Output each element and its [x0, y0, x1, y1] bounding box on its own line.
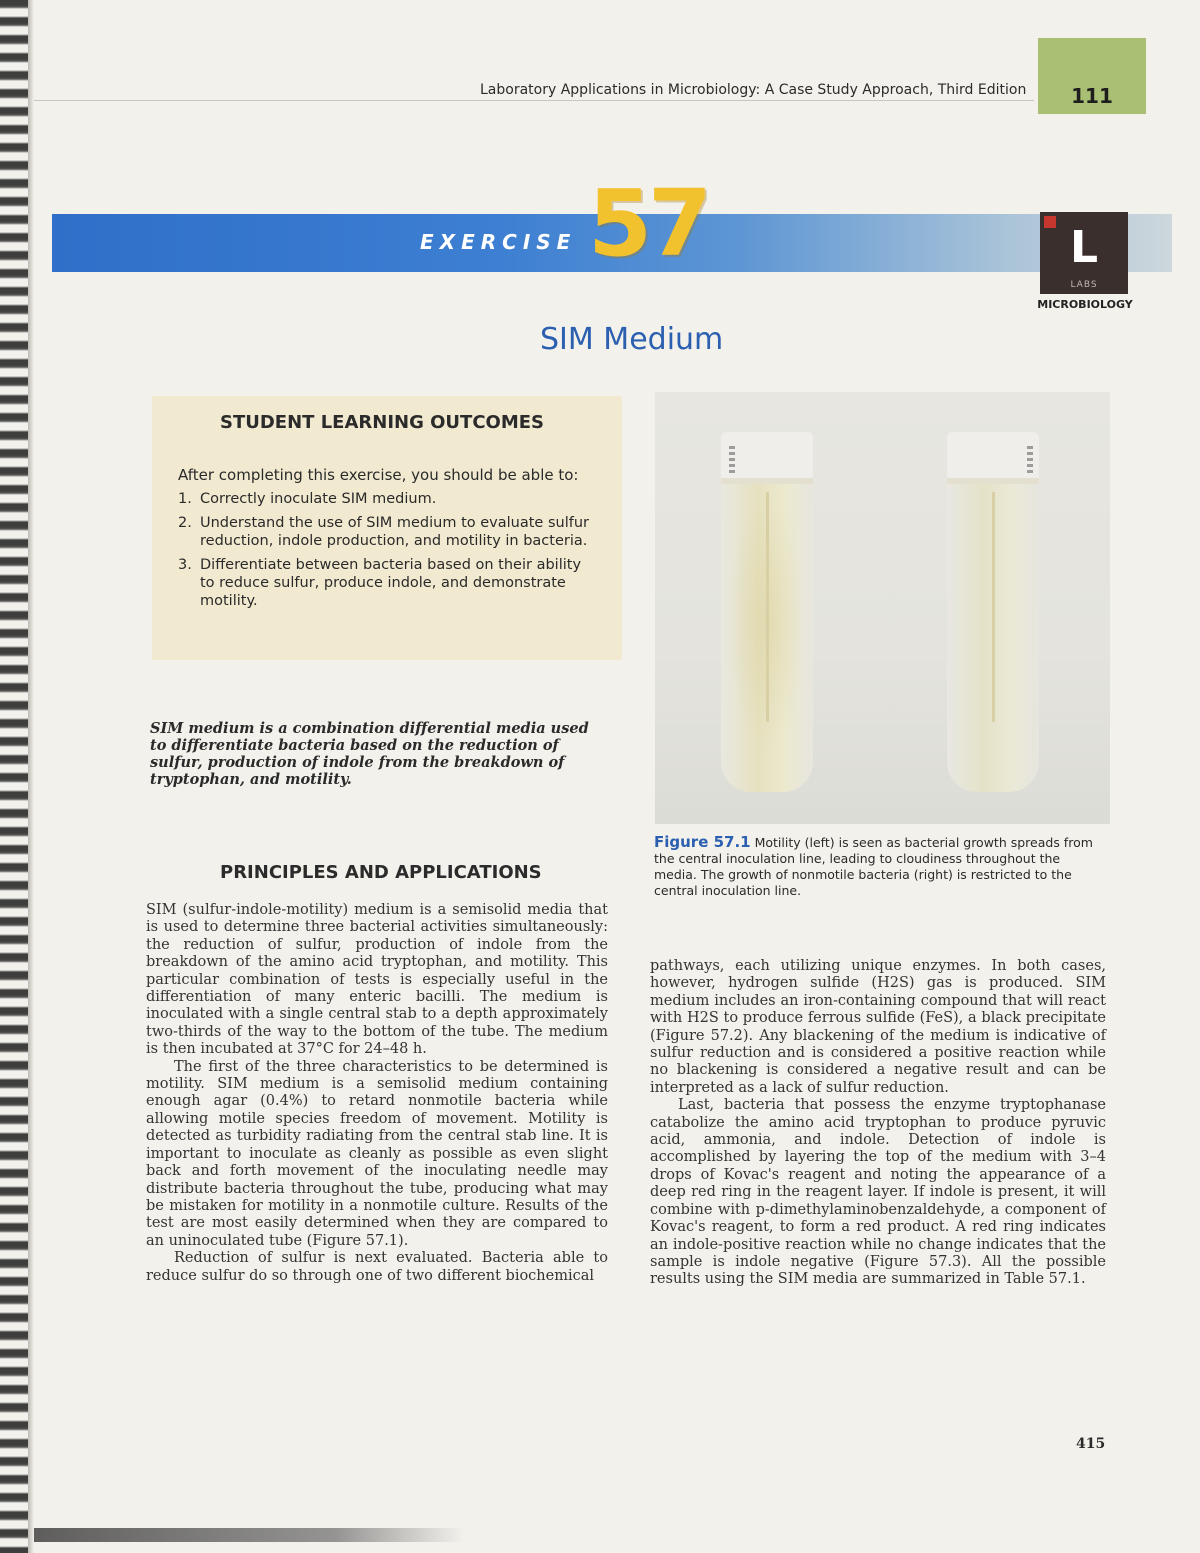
page-tab — [1038, 38, 1146, 114]
figure-caption — [654, 834, 1104, 899]
paragraph: Last, bacteria that possess the enzyme tryptophanase catabolize the amino acid tryptophan to produce pyruvic acid, ammonia, and indole. Detection of indole is accomplished by layering the top of the medium with 3–4 drops of Kovac's reagent and noting the appearance of a deep red ring in the reagent layer. If indole is present, it will combine with p-dimethylaminobenzaldehyde, a component of Kovac's reagent, to form a red product. A red ring indicates an indole-positive reaction while no change indicates that the sample is indole negative (Figure 57.3). All the possible results using the SIM media are summarized in Table 57.1. — [650, 1097, 1106, 1288]
paragraph: The first of the three characteristics to be determined is motility. SIM medium is a semisolid medium containing enough agar (0.4%) to retard nonmotile bacteria while allowing motile species freedom of movement. Motility is detected as turbidity radiating from the central stab line. It is important to inoculate as cleanly as possible as even slight back and forth movement of the inoculating needle may distribute bacteria throughout the tube, producing what may be mistaken for motility in a nonmotile culture. Results of the test are most easily determined when they are compared to an uninoculated tube (Figure 57.1). — [146, 1058, 608, 1249]
list-item: 2. Understand the use of SIM medium to evaluate sulfur reduction, indole production, and motility in bacteria. — [178, 515, 589, 549]
page-title: SIM Medium — [540, 322, 724, 357]
figure-label: Figure 57.1 — [654, 833, 751, 851]
outcomes-intro: After completing this exercise, you should be able to: — [178, 466, 579, 484]
binding-shadow — [28, 0, 34, 1553]
exercise-number: 57 — [588, 170, 709, 277]
exercise-label: EXERCISE — [420, 230, 577, 254]
figure-caption-text: Motility (left) is seen as bacterial growth spreads from the central inoculation line, leading to cloudiness throughout the media. The growth of nonmotile bacteria (right) is restricted to the central inoculation line. — [654, 835, 1093, 898]
logo-caption: MICROBIOLOGY — [1037, 298, 1133, 311]
logo-small-text: LABS — [1070, 280, 1098, 290]
paragraph: Reduction of sulfur is next evaluated. Bacteria able to reduce sulfur do so through one of two different biochemical — [146, 1250, 608, 1284]
figure-photo — [655, 392, 1110, 824]
left-column — [146, 902, 608, 1285]
summary-statement: SIM medium is a combination differential media used to differentiate bacteria based on the reduction of sulfur, production of indole from the breakdown of tryptophan, and motility. — [150, 720, 589, 788]
tube-label-mark — [729, 446, 735, 476]
list-item: 3. Differentiate between bacteria based on their ability to reduce sulfur, produce indole, and demonstrate motility. — [178, 557, 582, 609]
page-number: 415 — [1076, 1436, 1106, 1452]
logo-letter: L — [1069, 222, 1099, 273]
paragraph: SIM (sulfur-indole-motility) medium is a semisolid media that is used to determine three bacterial activities simultaneously: the reduction of sulfur, production of indole from the breakdown of the amino acid tryptophan, and motility. This particular combination of tests is especially useful in the differentiation of many enteric bacilli. The medium is inoculated with a single central stab to a depth approximately two-thirds of the way to the bottom of the tube. The medium is then incubated at 37°C for 24–48 h. — [146, 902, 608, 1058]
page-tab-number: 111 — [1071, 84, 1113, 108]
nonmotile-tube — [947, 432, 1039, 792]
principles-heading: PRINCIPLES AND APPLICATIONS — [220, 862, 542, 883]
spiral-binding — [0, 0, 28, 1553]
running-header: Laboratory Applications in Microbiology: A Case Study Approach, Third Edition — [480, 82, 1027, 98]
right-column — [650, 958, 1106, 1289]
list-item: 1. Correctly inoculate SIM medium. — [178, 491, 437, 507]
scan-edge-shadow — [34, 1528, 464, 1542]
outcomes-list — [178, 490, 598, 616]
paragraph: pathways, each utilizing unique enzymes. In both cases, however, hydrogen sulfide (H2S) gas is produced. SIM medium includes an iron-containing compound that will react with H2S to produce ferrous sulfide (FeS), a black precipitate (Figure 57.2). Any blackening of the medium is indicative of sulfur reduction and is considered a positive reaction while no blackening is considered a negative result and can be interpreted as a lack of sulfur reduction. — [650, 958, 1106, 1096]
tube-label-mark — [1027, 446, 1033, 476]
header-rule — [34, 100, 1034, 101]
outcomes-heading: STUDENT LEARNING OUTCOMES — [220, 412, 545, 433]
labs-logo-icon — [1040, 212, 1128, 294]
motile-tube — [721, 432, 813, 792]
